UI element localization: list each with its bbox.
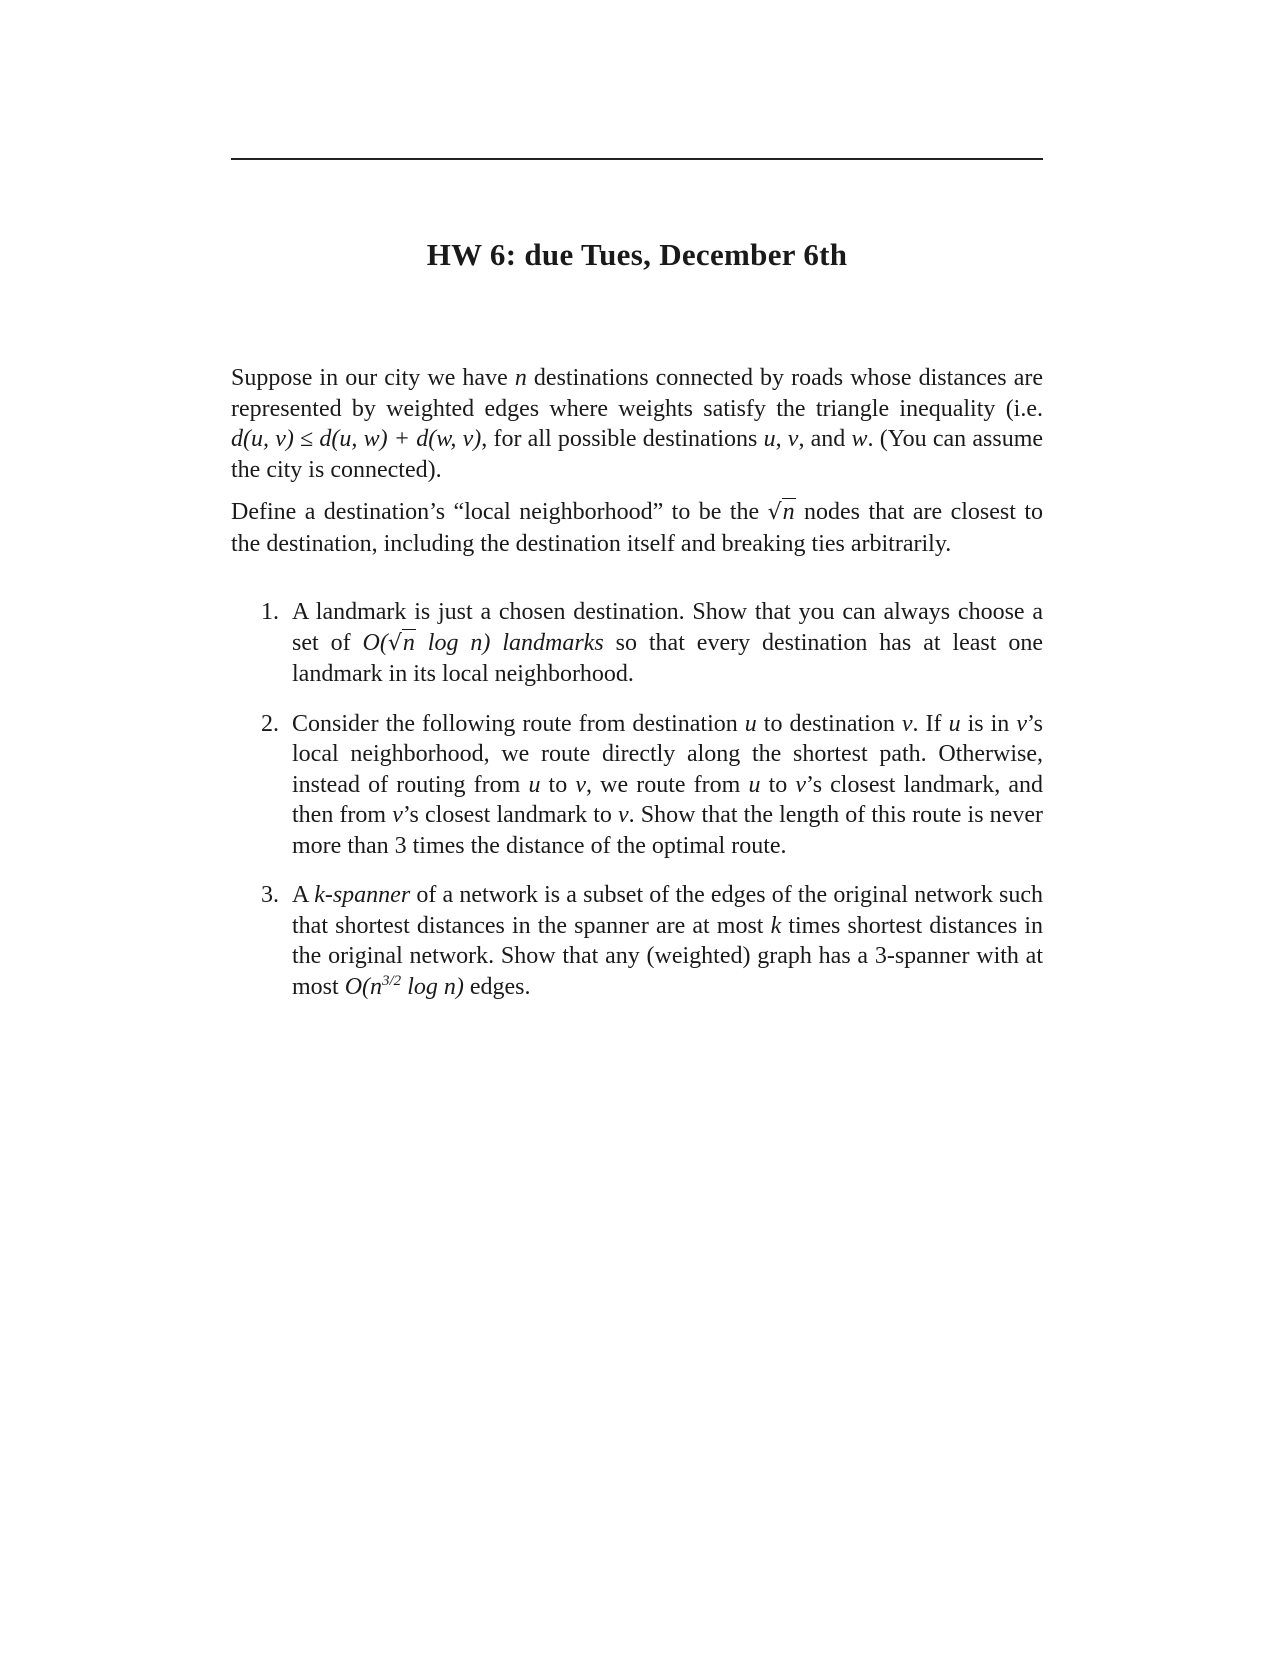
header-rule — [231, 158, 1043, 160]
math-expression: O( — [362, 629, 388, 656]
sqrt-expression — [388, 628, 416, 660]
math-exponent: 3/2 — [382, 972, 402, 989]
math-var: n — [782, 499, 795, 525]
math-expression — [345, 974, 464, 1000]
problem-number: 2. — [261, 710, 279, 737]
page-title: HW 6: due Tues, December 6th — [426, 237, 848, 272]
math-var: v — [901, 710, 913, 737]
math-var: v — [795, 771, 807, 798]
text-run: ’s closest landmark to — [402, 802, 618, 828]
math-var: v — [787, 426, 799, 452]
text-run: , and — [798, 426, 852, 452]
math-var: v — [392, 802, 403, 828]
math-var: u — [528, 771, 541, 798]
math-base: O(n — [344, 973, 383, 1000]
emphasis: k-spanner — [314, 882, 411, 908]
text-run: nodes that are closest to the destination, including the destination itself and breaking ties arbitrarily. — [231, 499, 1044, 557]
text-run: , for all possible destinations — [481, 426, 764, 452]
text-run: A landmark is just a chosen destination. Show that you can always choose a set of — [292, 599, 1043, 656]
math-expression: log n) — [415, 629, 491, 656]
math-var: u — [744, 710, 757, 737]
text-run: to — [540, 771, 576, 798]
radical-sign: √ — [387, 630, 402, 656]
text-run: edges. — [463, 973, 531, 1000]
text-run: destinations connected by roads whose distances are represented by weighted edges where weights satisfy the triangle inequality (i.e. — [231, 365, 1044, 422]
math-var: u — [748, 771, 761, 798]
emphasis: landmarks — [502, 629, 604, 656]
math-var: v — [1016, 710, 1027, 737]
text-run: Consider the following route from destination — [292, 710, 745, 737]
text-run: times shortest distances in the original network. Show that any (weighted) graph has a 3-spanner with at most — [292, 912, 1043, 1000]
document-body — [231, 363, 1043, 1021]
text-run: . (You can assume the city is connected). — [231, 426, 1044, 483]
math-rest: log n) — [401, 973, 464, 1000]
text-run: of a network is a subset of the edges of the original network such that shortest distances in the spanner are at most — [292, 882, 1043, 939]
text-run: ’s closest landmark, and then from — [292, 771, 1044, 828]
math-var: u — [763, 426, 776, 452]
text-run: to destination — [756, 710, 902, 737]
problem-item — [231, 880, 1043, 1002]
problem-item — [231, 709, 1043, 862]
text-run: is in — [960, 710, 1017, 737]
definition-paragraph — [231, 497, 1043, 559]
text-run: Suppose in our city we have — [231, 365, 515, 391]
text-run: ’s local neighborhood, we route directly along the shortest path. Otherwise, instead of routing from — [292, 710, 1044, 798]
math-var: n — [402, 629, 415, 656]
problem-item — [231, 597, 1043, 690]
radical-sign: √ — [767, 500, 782, 525]
text-run: , — [775, 426, 788, 452]
math-inequality: d(u, v) ≤ d(u, w) + d(w, v) — [231, 426, 482, 452]
math-var: w — [851, 426, 868, 452]
math-var: v — [575, 771, 587, 798]
text-run: to — [760, 771, 796, 798]
text-run: . If — [912, 710, 949, 737]
math-var: u — [948, 710, 961, 737]
math-var: n — [514, 365, 527, 391]
text-run: A — [292, 882, 315, 908]
text-run: , we route from — [586, 771, 749, 798]
text-run: Define a destination’s “local neighborhood” to be the — [231, 499, 768, 525]
problem-list — [231, 597, 1043, 1002]
intro-paragraph — [231, 363, 1043, 485]
math-var: k — [770, 912, 782, 939]
text-run: . Show that the length of this route is never more than 3 times the distance of the optimal route. — [292, 802, 1043, 859]
text-run: so that every destination has at least one landmark in its local neighborhood. — [292, 629, 1044, 687]
problem-number: 3. — [261, 882, 279, 908]
problem-number: 1. — [261, 599, 279, 625]
sqrt-expression — [768, 497, 796, 529]
math-var: v — [617, 802, 629, 828]
